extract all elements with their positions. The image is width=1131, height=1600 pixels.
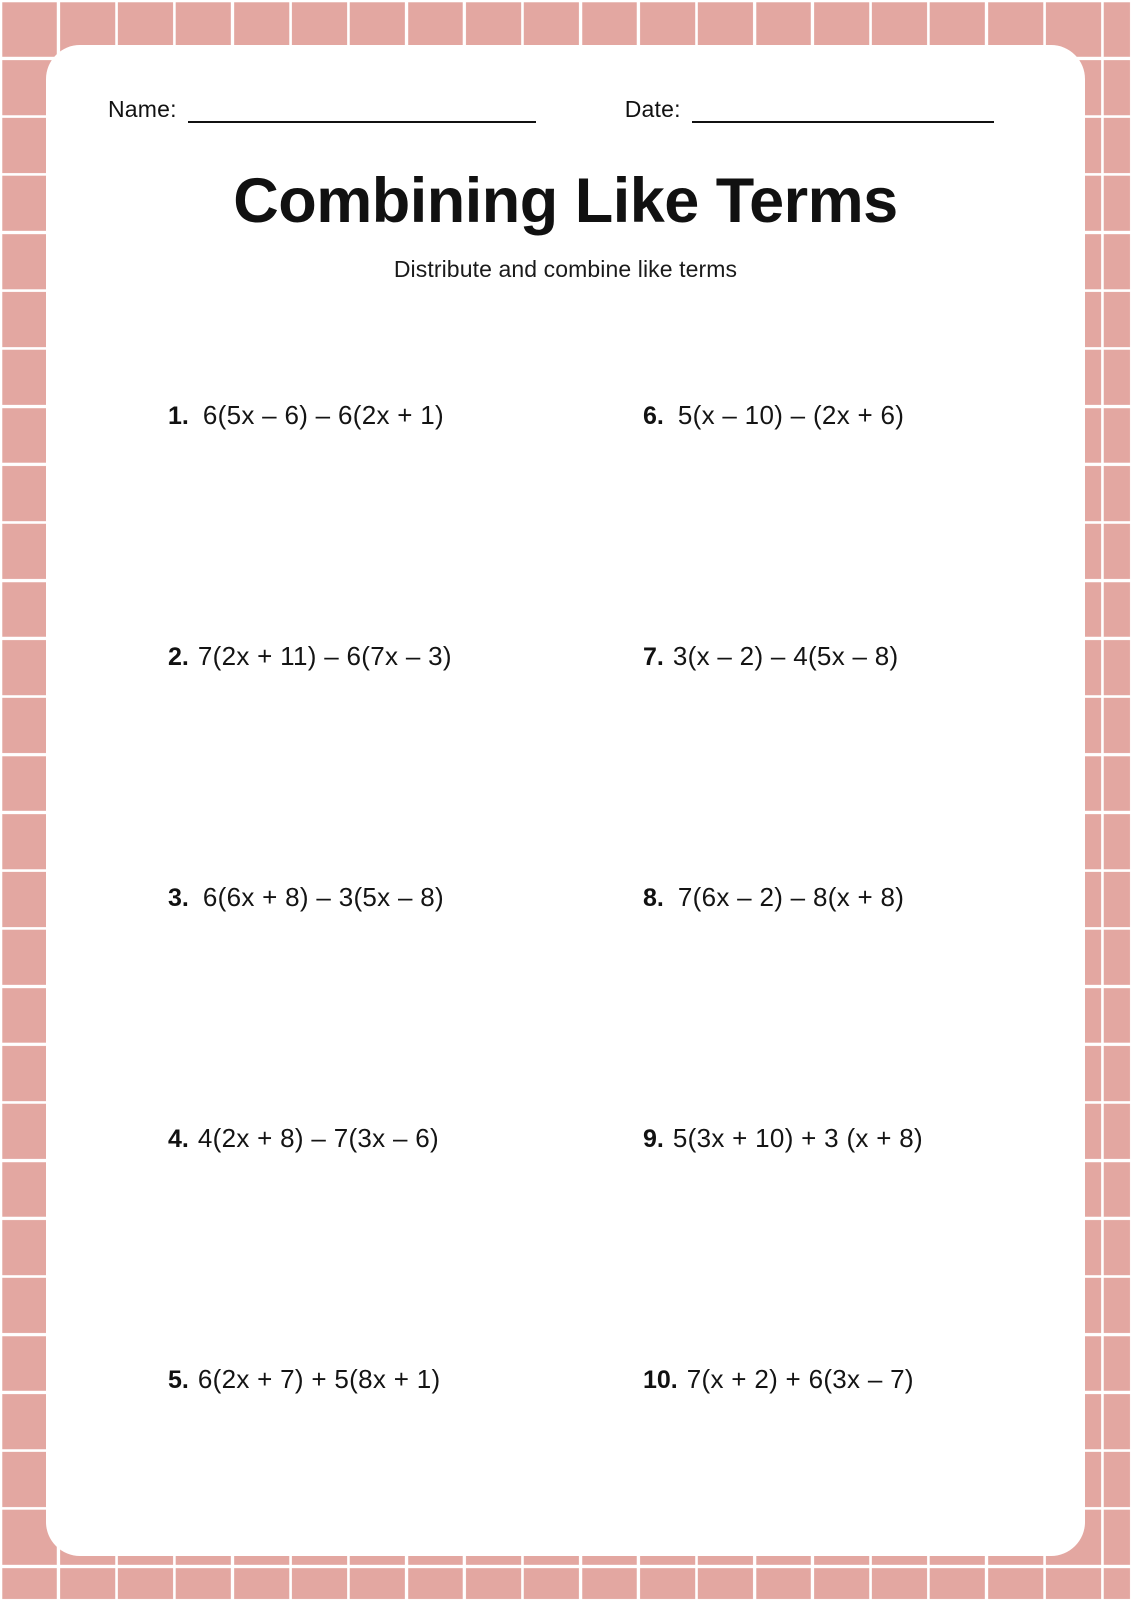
problem-item	[168, 402, 444, 429]
worksheet-header	[46, 98, 1085, 123]
problem-expression: 4(2x + 8) – 7(3x – 6)	[197, 1123, 439, 1153]
name-write-in-line[interactable]	[188, 103, 536, 123]
problem-number: 6.	[643, 402, 664, 430]
problem-item	[643, 884, 904, 911]
problem-number: 4.	[168, 1125, 189, 1153]
problem-item	[168, 643, 452, 670]
problem-expression: 6(2x + 7) + 5(8x + 1)	[197, 1364, 441, 1394]
problem-expression: 7(x + 2) + 6(3x – 7)	[686, 1364, 914, 1394]
name-label: Name:	[108, 96, 177, 122]
problem-number: 7.	[643, 643, 664, 671]
problem-expression: 7(6x – 2) – 8(x + 8)	[677, 882, 905, 912]
date-field[interactable]	[625, 98, 994, 123]
problem-expression: 5(x – 10) – (2x + 6)	[677, 400, 905, 430]
problem-item	[168, 1366, 440, 1393]
problems-area	[46, 340, 1085, 1460]
page-subtitle: Distribute and combine like terms	[393, 256, 738, 282]
problem-expression: 6(5x – 6) – 6(2x + 1)	[202, 400, 444, 430]
problem-item	[643, 643, 899, 670]
problem-item	[643, 1366, 914, 1393]
page-title: Combining Like Terms	[233, 166, 898, 236]
problem-number: 2.	[168, 643, 189, 671]
problem-number: 3.	[168, 884, 189, 912]
problem-number: 5.	[168, 1366, 189, 1394]
name-field[interactable]	[108, 98, 536, 123]
problem-item	[643, 402, 904, 429]
problem-item	[168, 1125, 439, 1152]
problem-number: 10.	[643, 1366, 678, 1394]
problem-expression: 7(2x + 11) – 6(7x – 3)	[197, 641, 452, 671]
problem-number: 9.	[643, 1125, 664, 1153]
worksheet-card	[46, 45, 1085, 1556]
problem-item	[643, 1125, 923, 1152]
problem-expression: 6(6x + 8) – 3(5x – 8)	[202, 882, 444, 912]
problem-column-right	[643, 340, 1063, 1460]
problem-expression: 3(x – 2) – 4(5x – 8)	[672, 641, 899, 671]
date-write-in-line[interactable]	[692, 103, 994, 123]
problem-column-left	[168, 340, 588, 1460]
problem-number: 8.	[643, 884, 664, 912]
problem-number: 1.	[168, 402, 189, 430]
problem-expression: 5(3x + 10) + 3 (x + 8)	[672, 1123, 923, 1153]
problem-item	[168, 884, 444, 911]
date-label: Date:	[624, 96, 681, 122]
